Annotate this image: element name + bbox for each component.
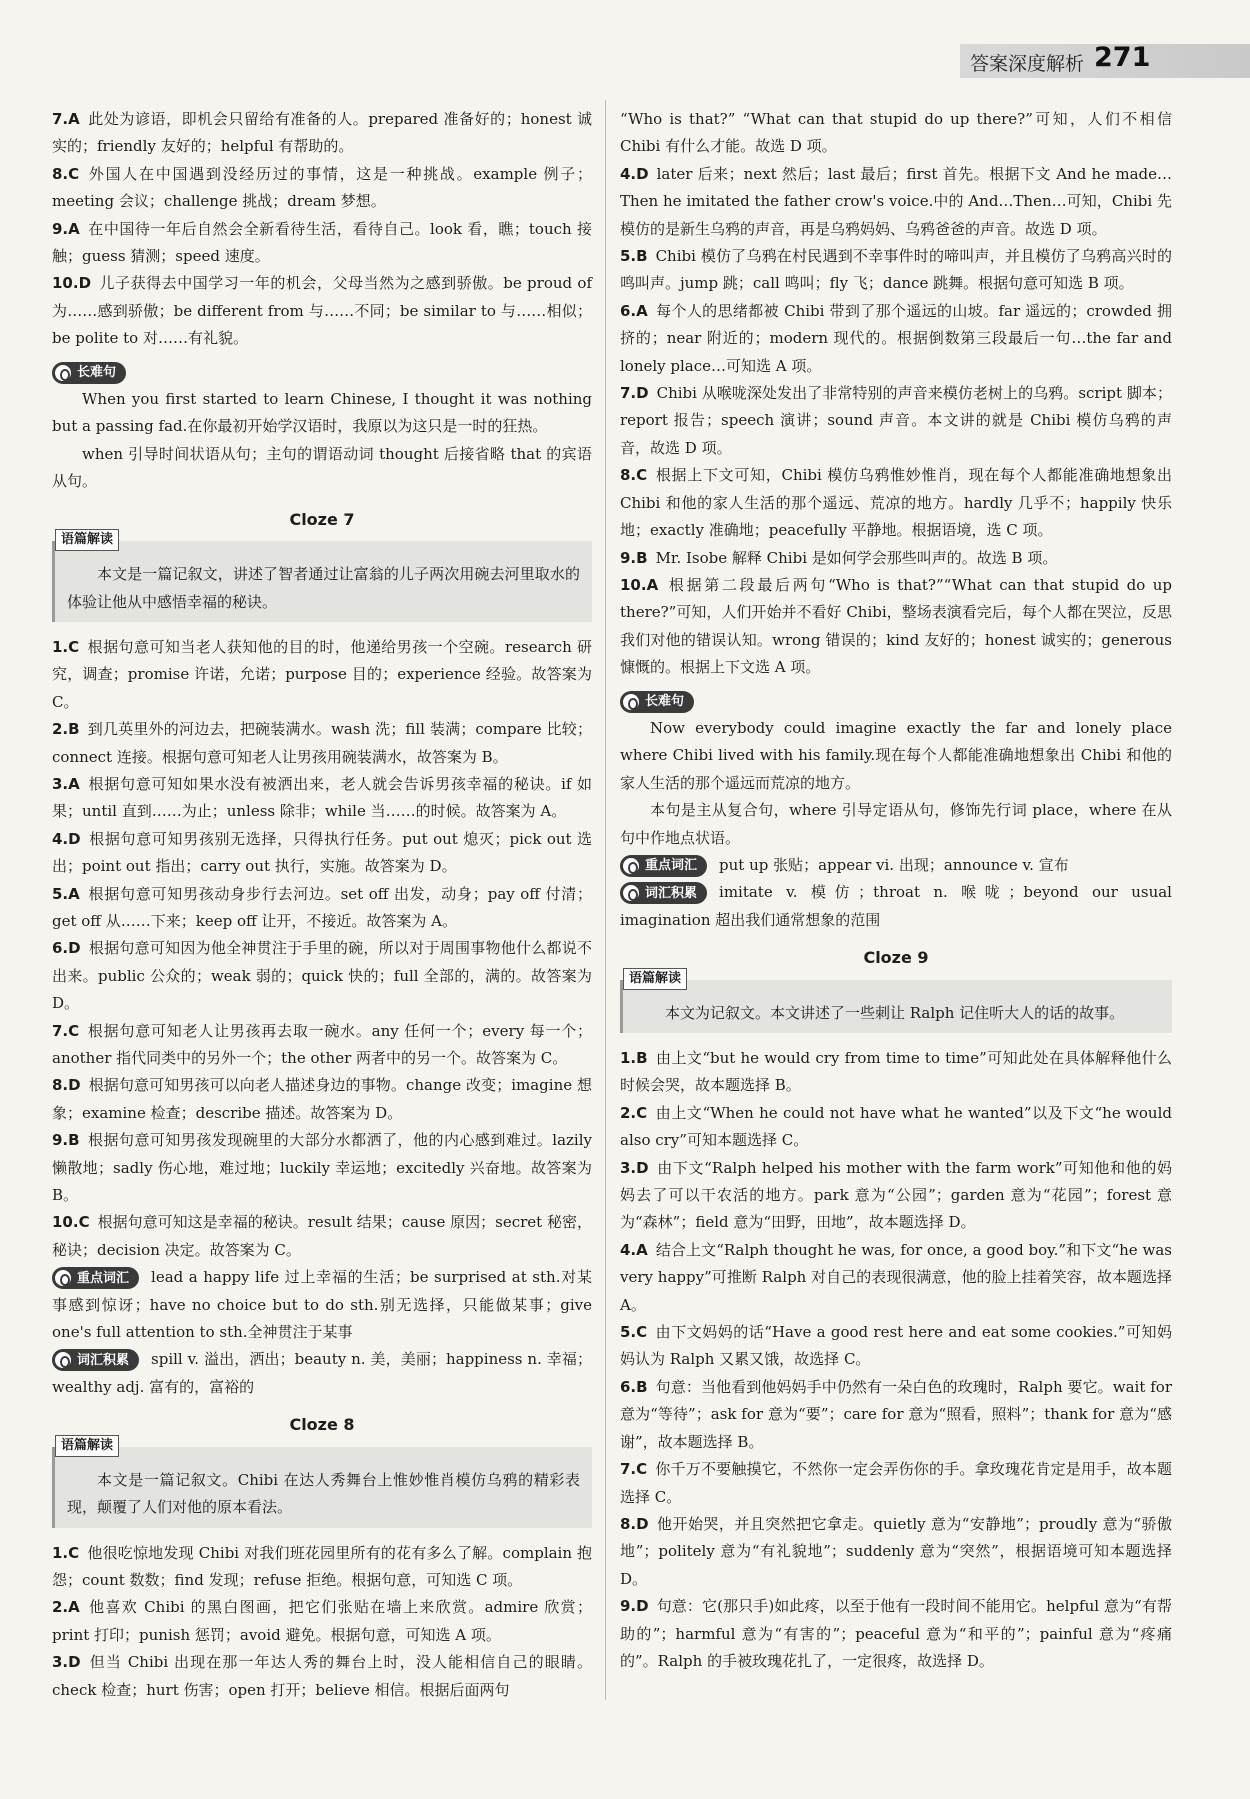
long-sentence-label-text: 长难句 xyxy=(77,364,117,380)
answer-number: 9.B xyxy=(620,548,648,567)
answer-number: 9.A xyxy=(52,219,80,238)
answer-number: 1.C xyxy=(52,1543,80,1562)
key-words-label xyxy=(52,1267,139,1289)
answer-text: 到几英里外的河边去，把碗装满水。wash 洗；fill 装满；compare 比较；connect 连接。根据句意可知老人让男孩用碗装满水，故答案为 B。 xyxy=(52,720,592,766)
answer-number: 6.D xyxy=(52,939,81,958)
answer-text: 根据句意可知男孩动身步行去河边。set off 出发，动身；pay off 付清；get off 从……下来；keep off 让开，不接近。故答案为 A。 xyxy=(52,884,592,930)
answer-text: 根据句意可知如果水没有被洒出来，老人就会告诉男孩幸福的秘诀。if 如果；until 直到……为止；unless 除非；while 当……的时候。故答案为 A。 xyxy=(52,774,592,821)
long-sentence-label xyxy=(620,691,694,713)
answer-item xyxy=(52,634,592,716)
answer-number: 4.A xyxy=(620,1240,648,1259)
answer-item xyxy=(52,106,592,161)
answer-item xyxy=(620,1319,1172,1374)
continued-text: “Who is that?” “What can that stupid do up there?”可知，人们不相信 Chibi 有什么才能。故选 D 项。 xyxy=(620,110,1172,156)
vocabulary-label-text: 词汇积累 xyxy=(645,885,698,901)
answer-text: 根据句意可知男孩可以向老人描述身边的事物。change 改变；imagine 想象；examine 检查；describe 描述。故答案为 D。 xyxy=(52,1076,592,1122)
key-words-label xyxy=(620,855,707,877)
answer-text: Chibi 模仿了乌鸦在村民遇到不幸事件时的啼叫声，并且模仿了乌鸦高兴时的鸣叫声。jump 跳；call 鸣叫；fly 飞；dance 跳舞。根据句意可知选 B 项。 xyxy=(620,247,1172,293)
answer-item xyxy=(620,1100,1172,1155)
answer-number: 5.C xyxy=(620,1323,648,1342)
answer-text: 根据句意可知男孩别无选择，只得执行任务。put out 熄灭；pick out 选出；point out 指出；carry out 执行，实施。故答案为 D。 xyxy=(52,829,592,876)
answer-text: 儿子获得去中国学习一年的机会，父母当然为之感到骄傲。be proud of 为……感到骄傲；be different from 与……不同；be similar to 与……相似；be polite to 对……有礼貌。 xyxy=(52,274,592,348)
answer-number: 3.D xyxy=(620,1158,649,1177)
key-words xyxy=(52,1264,592,1346)
answer-text: 外国人在中国遇到没经历过的事情，这是一种挑战。example 例子；meeting 会议；challenge 挑战；dream 梦想。 xyxy=(52,164,592,211)
long-sentence xyxy=(52,359,592,386)
passage-analysis-tag: 语篇解读 xyxy=(55,529,119,551)
answer-number: 1.C xyxy=(52,637,80,656)
long-sentence xyxy=(620,688,1172,715)
answer-text: 句意：当他看到他妈妈手中仍然有一朵白色的玫瑰时，Ralph 要它。wait for 意为“等待”；ask for 意为“要”；care for 意为“照看，照料”；thank for 意为“感谢”，故本题选择 B。 xyxy=(620,1377,1172,1451)
answer-text: 他喜欢 Chibi 的黑白图画，把它们张贴在墙上来欣赏。admire 欣赏；print 打印；punish 惩罚；avoid 避免。根据句意，可知选 A 项。 xyxy=(52,1598,592,1644)
answer-text: 他开始哭，并且突然把它拿走。quietly 意为“安静地”；proudly 意为“骄傲地”；politely 意为“有礼貌地”；suddenly 意为“突然”，根据语境可知本题选择 D。 xyxy=(620,1514,1172,1588)
answer-item xyxy=(52,270,592,352)
answer-number: 2.B xyxy=(52,720,80,739)
answer-item xyxy=(52,826,592,881)
answer-item xyxy=(52,1649,592,1704)
answer-text: 在中国待一年后自然会全新看待生活，看待自己。look 看，瞧；touch 接触；guess 猜测；speed 速度。 xyxy=(52,219,592,266)
vocabulary-text: imitate v. 模仿；throat n. 喉咙；beyond our usual imagination 超出我们通常想象的范围 xyxy=(620,883,1172,929)
section-title-cloze8: Cloze 8 xyxy=(289,1415,355,1435)
page-number: 271 xyxy=(1094,42,1151,73)
answer-number: 4.D xyxy=(620,164,649,183)
passage-summary: 本文是一篇记叙文。Chibi 在达人秀舞台上惟妙惟肖模仿乌鸦的精彩表现，颠覆了人们对他的原本看法。 xyxy=(67,1470,580,1517)
long-sentence-text: Now everybody could imagine exactly the far and lonely place where Chibi lived with his family.现在每个人都能准确地想象出 Chibi 和他的家人生活的那个遥远而荒凉的地方。 xyxy=(620,718,1172,792)
answer-text: 结合上文“Ralph thought he was, for once, a good boy.”和下文“he was very happy”可推断 Ralph 对自己的表现很满意，他的脸上挂着笑容，故本题选择 A。 xyxy=(620,1240,1172,1314)
answer-number: 9.B xyxy=(52,1131,80,1150)
answer-text: 根据句意可知男孩发现碗里的大部分水都洒了，他的内心感到难过。lazily 懒散地；sadly 伤心地，难过地；luckily 幸运地；excitedly 兴奋地。故答案为 B。 xyxy=(52,1131,592,1205)
answer-number: 10.C xyxy=(52,1213,90,1232)
answer-item xyxy=(620,298,1172,380)
answer-number: 4.D xyxy=(52,829,81,848)
passage-analysis-tag: 语篇解读 xyxy=(55,1435,119,1457)
answer-item xyxy=(620,545,1172,572)
key-words-label-text: 重点词汇 xyxy=(645,858,698,874)
vocabulary-text: spill v. 溢出，洒出；beauty n. 美，美丽；happiness n. 幸福；wealthy adj. 富有的，富裕的 xyxy=(52,1350,592,1396)
answer-item xyxy=(620,380,1172,462)
answer-text: 由下文妈妈的话“Have a good rest here and eat some cookies.”可知妈妈认为 Ralph 又累又饿，故选择 C。 xyxy=(620,1323,1172,1369)
answer-item xyxy=(620,1511,1172,1593)
answer-item xyxy=(52,935,592,1017)
key-words xyxy=(620,852,1172,879)
answer-number: 6.B xyxy=(620,1377,648,1396)
ear-icon xyxy=(623,694,639,710)
answer-item xyxy=(52,1540,592,1595)
answer-text: 但当 Chibi 出现在那一年达人秀的舞台上时，没人能相信自己的眼睛。check 检查；hurt 伤害；open 打开；believe 相信。根据后面两句 xyxy=(52,1653,592,1699)
answer-text: 此处为谚语，即机会只留给有准备的人。prepared 准备好的；honest 诚实的；friendly 友好的；helpful 有帮助的。 xyxy=(52,110,592,156)
answer-number: 7.A xyxy=(52,110,80,128)
answer-item xyxy=(620,462,1172,544)
answer-number: 7.C xyxy=(620,1460,648,1479)
right-column xyxy=(620,106,1172,1675)
key-words-text: lead a happy life 过上幸福的生活；be surprised at sth.对某事感到惊讶；have no choice but to do sth.别无选择，只能做某事；give one's full attention to sth.全神贯注于某事 xyxy=(52,1268,592,1342)
column-divider xyxy=(605,100,606,1700)
passage-analysis-tag: 语篇解读 xyxy=(623,968,687,990)
vocabulary xyxy=(620,879,1172,934)
passage-analysis-box xyxy=(52,1437,592,1528)
section-title-cloze9: Cloze 9 xyxy=(863,948,929,968)
long-sentence-label-text: 长难句 xyxy=(645,693,685,709)
ear-icon xyxy=(55,1270,71,1286)
long-sentence-note: 本句是主从复合句，where 引导定语从句，修饰先行词 place，where 在从句中作地点状语。 xyxy=(620,801,1172,847)
vocabulary-label xyxy=(620,882,707,904)
answer-number: 10.D xyxy=(52,274,92,293)
answer-number: 8.D xyxy=(52,1076,81,1095)
answer-number: 9.D xyxy=(620,1597,649,1616)
answer-item xyxy=(52,716,592,771)
long-sentence-text: When you first started to learn Chinese, I thought it was nothing but a passing fad.在你最初开始学汉语时，我原以为这只是一时的狂热。 xyxy=(52,390,592,436)
answer-item xyxy=(52,881,592,936)
key-words-text: put up 张贴；appear vi. 出现；announce v. 宣布 xyxy=(719,855,1069,874)
answer-item xyxy=(52,216,592,271)
answer-text: 你千万不要触摸它，不然你一定会弄伤你的手。拿玫瑰花肯定是用手，故本题选择 C。 xyxy=(620,1460,1172,1506)
vocabulary-label-text: 词汇积累 xyxy=(77,1352,130,1368)
answer-text: 每个人的思绪都被 Chibi 带到了那个遥远的山坡。far 遥远的；crowded 拥挤的；near 附近的；modern 现代的。根据倒数第三段最后一句…the far and lonely place…可知选 A 项。 xyxy=(620,301,1172,375)
answer-number: 8.C xyxy=(52,164,80,183)
answer-number: 3.A xyxy=(52,774,80,793)
vocabulary-label xyxy=(52,1349,139,1371)
answer-item xyxy=(620,1237,1172,1319)
answer-item xyxy=(620,1374,1172,1456)
answer-number: 8.C xyxy=(620,466,648,485)
answer-number: 7.C xyxy=(52,1021,80,1040)
answer-text: 由上文“When he could not have what he wanted”以及下文“he would also cry”可知本题选择 C。 xyxy=(620,1103,1172,1150)
answer-item xyxy=(620,161,1172,243)
ear-icon xyxy=(623,858,639,874)
ear-icon xyxy=(55,365,71,381)
vocabulary xyxy=(52,1346,592,1401)
ear-icon xyxy=(623,885,639,901)
answer-text: 根据第二段最后两句“Who is that?”“What can that stupid do up there?”可知，人们开始并不看好 Chibi，整场表演看完后，每个人都在哭泣，反思我们对他的错误认知。wrong 错误的；kind 友好的；honest 诚实的；generous 慷慨的。根据上下文选 A 项。 xyxy=(620,575,1172,677)
passage-summary: 本文是一篇记叙文，讲述了智者通过让富翁的儿子两次用碗去河里取水的体验让他从中感悟幸福的秘诀。 xyxy=(67,565,580,611)
answer-text: 他很吃惊地发现 Chibi 对我们班花园里所有的花有多么了解。complain 抱怨；count 数数；find 发现；refuse 拒绝。根据句意，可知选 C 项。 xyxy=(52,1543,592,1589)
answer-number: 10.A xyxy=(620,575,659,594)
answer-item xyxy=(620,1456,1172,1511)
answer-text: Chibi 从喉咙深处发出了非常特别的声音来模仿老树上的乌鸦。script 脚本；report 报告；speech 演讲；sound 声音。本文讲的就是 Chibi 模仿乌鸦的声音，故选 D 项。 xyxy=(620,384,1172,457)
long-sentence-label xyxy=(52,362,126,384)
section-title-cloze7: Cloze 7 xyxy=(289,509,355,529)
long-sentence-note: when 引导时间状语从句；主句的谓语动词 thought 后接省略 that 的宾语从句。 xyxy=(52,444,592,491)
answer-item xyxy=(52,1209,592,1264)
answer-item xyxy=(52,1018,592,1073)
answer-item xyxy=(620,1155,1172,1237)
answer-text: 由上文“but he would cry from time to time”可知此处在具体解释他什么时候会哭，故本题选择 B。 xyxy=(620,1049,1172,1095)
answer-text: Mr. Isobe 解释 Chibi 是如何学会那些叫声的。故选 B 项。 xyxy=(655,548,1058,567)
left-column xyxy=(52,106,592,1704)
passage-analysis-box xyxy=(620,970,1172,1033)
answer-item xyxy=(620,572,1172,682)
answer-number: 2.A xyxy=(52,1598,80,1617)
ear-icon xyxy=(55,1352,71,1368)
answer-text: 根据句意可知因为他全神贯注于手里的碗，所以对于周围事物他什么都说不出来。public 公众的；weak 弱的；quick 快的；full 全部的，满的。故答案为 D。 xyxy=(52,939,592,1013)
answer-item xyxy=(52,1127,592,1209)
answer-item xyxy=(52,1072,592,1127)
answer-text: 由下文“Ralph helped his mother with the farm work”可知他和他的妈妈去了可以干农活的地方。park 意为“公园”；garden 意为“花园”；forest 意为“森林”；field 意为“田野，田地”，故本题选择 D。 xyxy=(620,1158,1172,1232)
answer-number: 2.C xyxy=(620,1103,648,1122)
answer-text: 根据句意可知这是幸福的秘诀。result 结果；cause 原因；secret 秘密，秘诀；decision 决定。故答案为 C。 xyxy=(52,1213,592,1259)
answer-number: 5.B xyxy=(620,247,648,266)
answer-number: 7.D xyxy=(620,384,649,403)
answer-text: 根据上下文可知，Chibi 模仿乌鸦惟妙惟肖，现在每个人都能准确地想象出 Chibi 和他的家人生活的那个遥远、荒凉的地方。hardly 几乎不；happily 快乐地；exactly 准确地；peacefully 平静地。根据语境，选 C 项。 xyxy=(620,466,1172,540)
passage-analysis-box xyxy=(52,532,592,622)
answer-text: 根据句意可知当老人获知他的目的时，他递给男孩一个空碗。research 研究，调查；promise 许诺，允诺；purpose 目的；experience 经验。故答案为 C。 xyxy=(52,637,592,711)
answer-number: 3.D xyxy=(52,1653,81,1672)
header-title: 答案深度解析 xyxy=(970,53,1085,75)
answer-number: 5.A xyxy=(52,884,80,903)
answer-item xyxy=(52,1594,592,1649)
answer-text: 根据句意可知老人让男孩再去取一碗水。any 任何一个；every 每一个；another 指代同类中的另外一个；the other 两者中的另一个。故答案为 C。 xyxy=(52,1021,592,1067)
answer-item xyxy=(52,771,592,826)
answer-number: 8.D xyxy=(620,1514,649,1533)
answer-text: 句意：它(那只手)如此疼，以至于他有一段时间不能用它。helpful 意为“有帮助的”；harmful 意为“有害的”；peaceful 意为“和平的”；painful 意为“疼痛的”。Ralph 的手被玫瑰花扎了，一定很疼，故选择 D。 xyxy=(620,1597,1172,1670)
passage-summary: 本文为记叙文。本文讲述了一些刺让 Ralph 记住听大人的话的故事。 xyxy=(665,1003,1125,1022)
answer-item xyxy=(52,161,592,216)
answer-item xyxy=(620,1045,1172,1100)
answer-item xyxy=(620,1593,1172,1675)
answer-number: 6.A xyxy=(620,301,648,320)
answer-number: 1.B xyxy=(620,1049,648,1067)
answer-text: later 后来；next 然后；last 最后；first 首先。根据下文 And he made… Then he imitated the father crow's voice.中的 And…Then…可知，Chibi 先模仿的是新生乌鸦的声音，再是乌鸦妈妈、乌鸦爸爸的声音。故选 D 项。 xyxy=(620,164,1172,238)
key-words-label-text: 重点词汇 xyxy=(77,1270,130,1286)
answer-item xyxy=(620,243,1172,298)
